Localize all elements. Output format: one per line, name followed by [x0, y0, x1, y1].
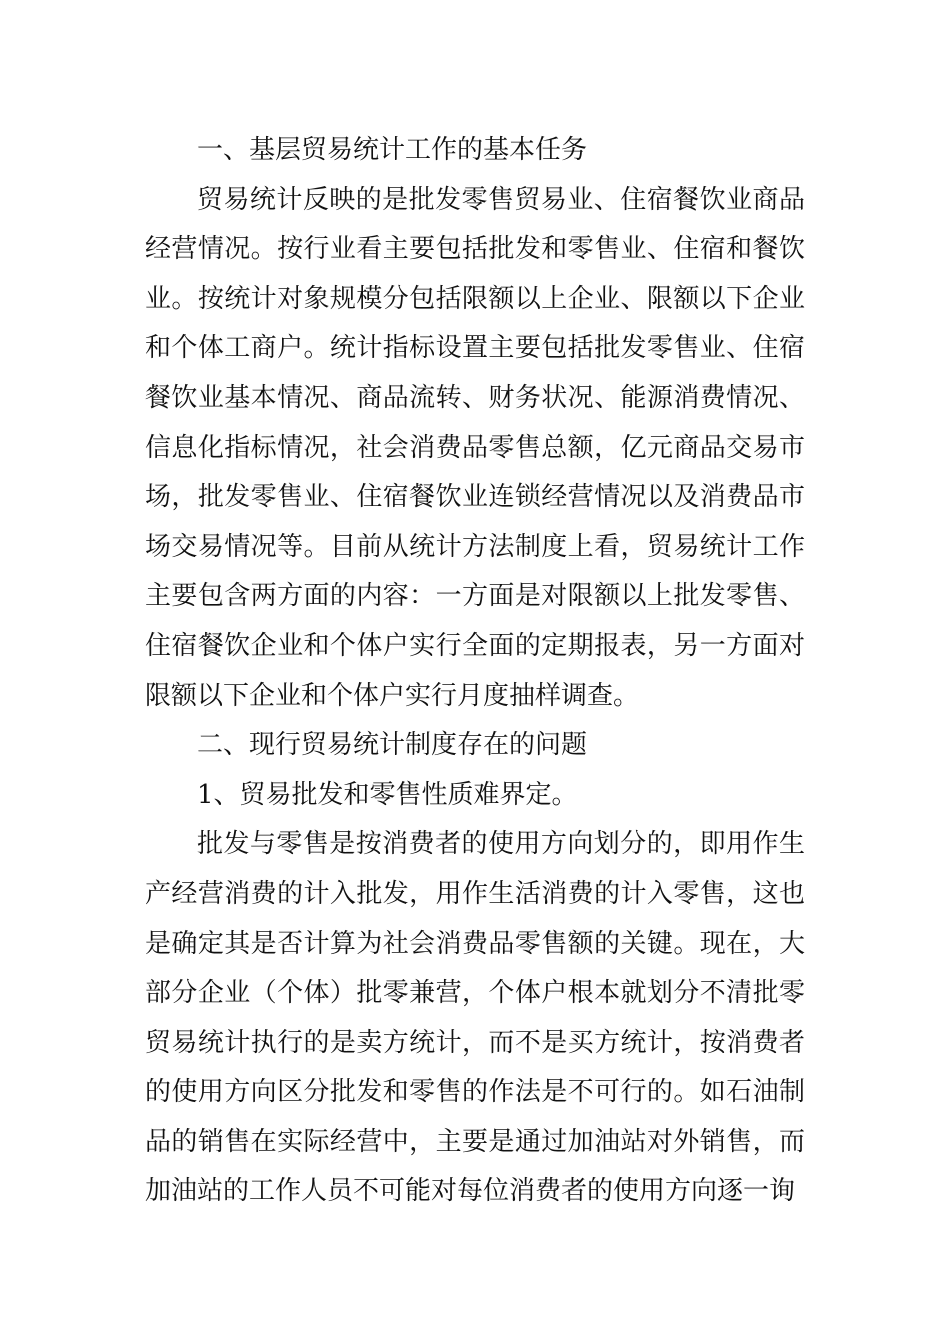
section-heading-1: 一、基层贸易统计工作的基本任务	[197, 135, 588, 165]
section-heading-2: 二、现行贸易统计制度存在的问题	[197, 730, 588, 761]
document-body	[145, 126, 805, 1217]
body-paragraph-1: 贸易统计反映的是批发零售贸易业、住宿餐饮业商品经营情况。按行业看主要包括批发和零售业、住宿和餐饮业。按统计对象规模分包括限额以上企业、限额以下企业和个体工商户。统计指标设置主要包括批发零售业、住宿餐饮业基本情况、商品流转、财务状况、能源消费情况、信息化指标情况，社会消费品零售总额，亿元商品交易市场，批发零售业、住宿餐饮业连锁经营情况以及消费品市场交易情况等。目前从统计方法制度上看，贸易统计工作主要包含两方面的内容：一方面是对限额以上批发零售、住宿餐饮企业和个体户实行全面的定期报表，另一方面对限额以下企业和个体户实行月度抽样调查。	[145, 184, 805, 711]
subsection-heading-1: 1、贸易批发和零售性质难界定。	[197, 779, 578, 810]
body-paragraph-2: 批发与零售是按消费者的使用方向划分的，即用作生产经营消费的计入批发，用作生活消费的计入零售，这也是确定其是否计算为社会消费品零售额的关键。现在，大部分企业（个体）批零兼营，个体户根本就划分不清批零贸易统计执行的是卖方统计，而不是买方统计，按消费者的使用方向区分批发和零售的作法是不可行的。如石油制品的销售在实际经营中，主要是通过加油站对外销售，而加油站的工作人员不可能对每位消费者的使用方向逐一询	[145, 829, 805, 1207]
